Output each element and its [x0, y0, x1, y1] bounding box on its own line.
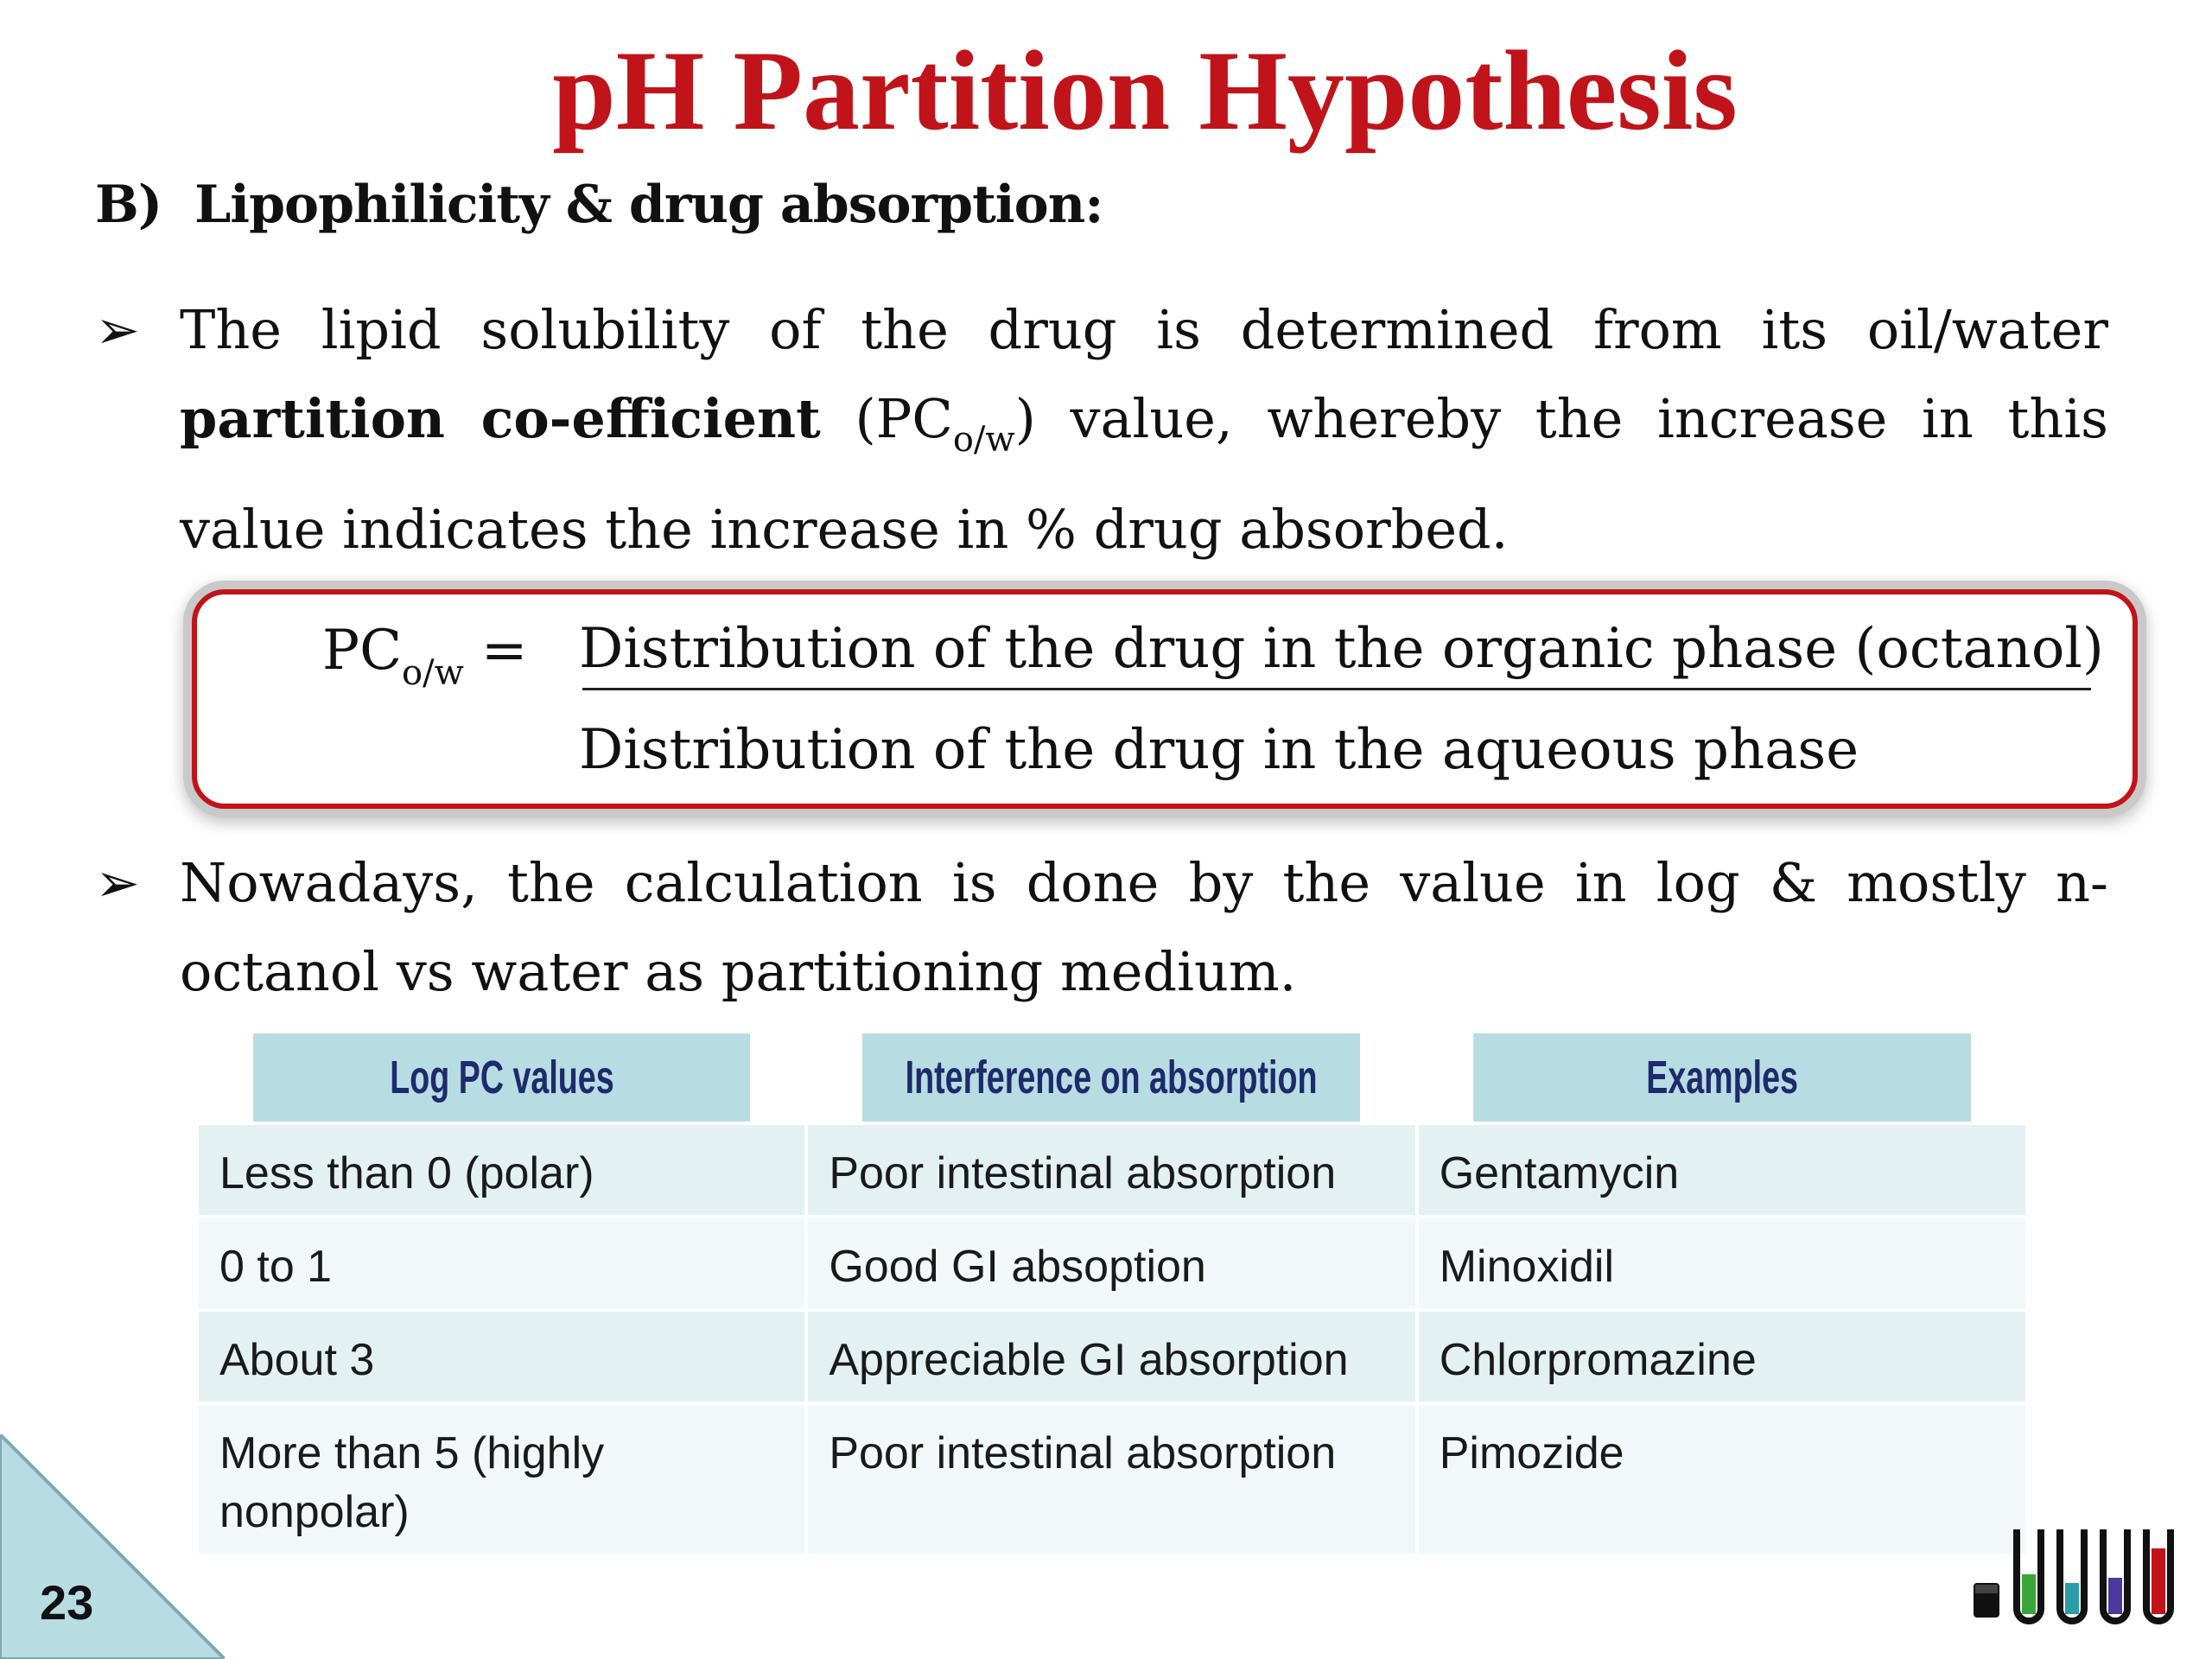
bullet-text: Nowadays, the calculation is done by the value in log & mostly n-octanol vs water as partitioning medium. — [180, 851, 2108, 1003]
header-interference — [861, 1032, 1362, 1123]
cell-example: Chlorpromazine — [1417, 1310, 2027, 1403]
table-header-row — [197, 1032, 2027, 1123]
cell-log-pc: More than 5 (highly nonpolar) — [197, 1403, 806, 1555]
bullet-text — [180, 285, 2108, 574]
fraction-line — [582, 688, 2091, 690]
table-row — [197, 1123, 2027, 1217]
cell-interference: Good GI absoption — [806, 1217, 1416, 1310]
bullet1-subscript: o/w — [952, 420, 1015, 460]
bullet1-bold-term: partition co-efficient — [180, 387, 821, 450]
cell-log-pc: Less than 0 (polar) — [197, 1123, 806, 1217]
formula-denominator: Distribution of the drug in the aqueous phase — [579, 718, 1859, 782]
formula-equals: = — [480, 619, 528, 683]
formula-box — [192, 589, 2138, 809]
table-row — [197, 1403, 2027, 1555]
formula-label — [322, 612, 527, 712]
formula-pc: PC — [322, 619, 403, 683]
table-row — [197, 1310, 2027, 1403]
bullet-lipid-solubility — [95, 285, 2108, 574]
cell-log-pc: About 3 — [197, 1310, 806, 1403]
section-subheading — [95, 166, 1103, 244]
formula-subscript: o/w — [402, 653, 464, 693]
subheading-letter: B) — [95, 175, 162, 235]
cell-example: Pimozide — [1417, 1403, 2027, 1555]
table-row — [197, 1217, 2027, 1310]
formula-numerator: Distribution of the drug in the organic phase (octanol) — [579, 617, 2104, 681]
header-label: Interference on absorption — [906, 1052, 1318, 1103]
cell-example: Minoxidil — [1417, 1217, 2027, 1310]
bullet1-part2: (PC — [820, 387, 953, 450]
bullet1-part1: The lipid solubility of the drug is determined from its oil/water — [180, 298, 2108, 361]
cell-interference: Poor intestinal absorption — [806, 1403, 1416, 1555]
bullet-log-calculation — [95, 838, 2108, 1016]
cell-example: Gentamycin — [1417, 1123, 2027, 1217]
page-corner-triangle — [0, 1434, 225, 1659]
cell-log-pc: 0 to 1 — [197, 1217, 806, 1310]
arrow-bullet-icon: ➢ — [95, 298, 140, 361]
log-pc-table — [195, 1030, 2029, 1557]
header-label: Log PC values — [389, 1052, 614, 1103]
slide-title: pH Partition Hypothesis — [552, 27, 1738, 154]
header-examples — [1471, 1032, 1972, 1123]
page-number: 23 — [40, 1575, 94, 1630]
cell-interference: Poor intestinal absorption — [806, 1123, 1416, 1217]
bullet1-part3: ) value, whereby the increase in this value indicates the increase in % drug absorbed. — [180, 387, 2108, 561]
arrow-bullet-icon: ➢ — [95, 851, 140, 914]
cell-interference: Appreciable GI absorption — [806, 1310, 1416, 1403]
header-log-pc — [251, 1032, 751, 1123]
header-label: Examples — [1645, 1052, 1798, 1103]
test-tubes-icon — [1972, 1522, 2188, 1626]
subheading-text: Lipophilicity & drug absorption: — [194, 175, 1103, 235]
